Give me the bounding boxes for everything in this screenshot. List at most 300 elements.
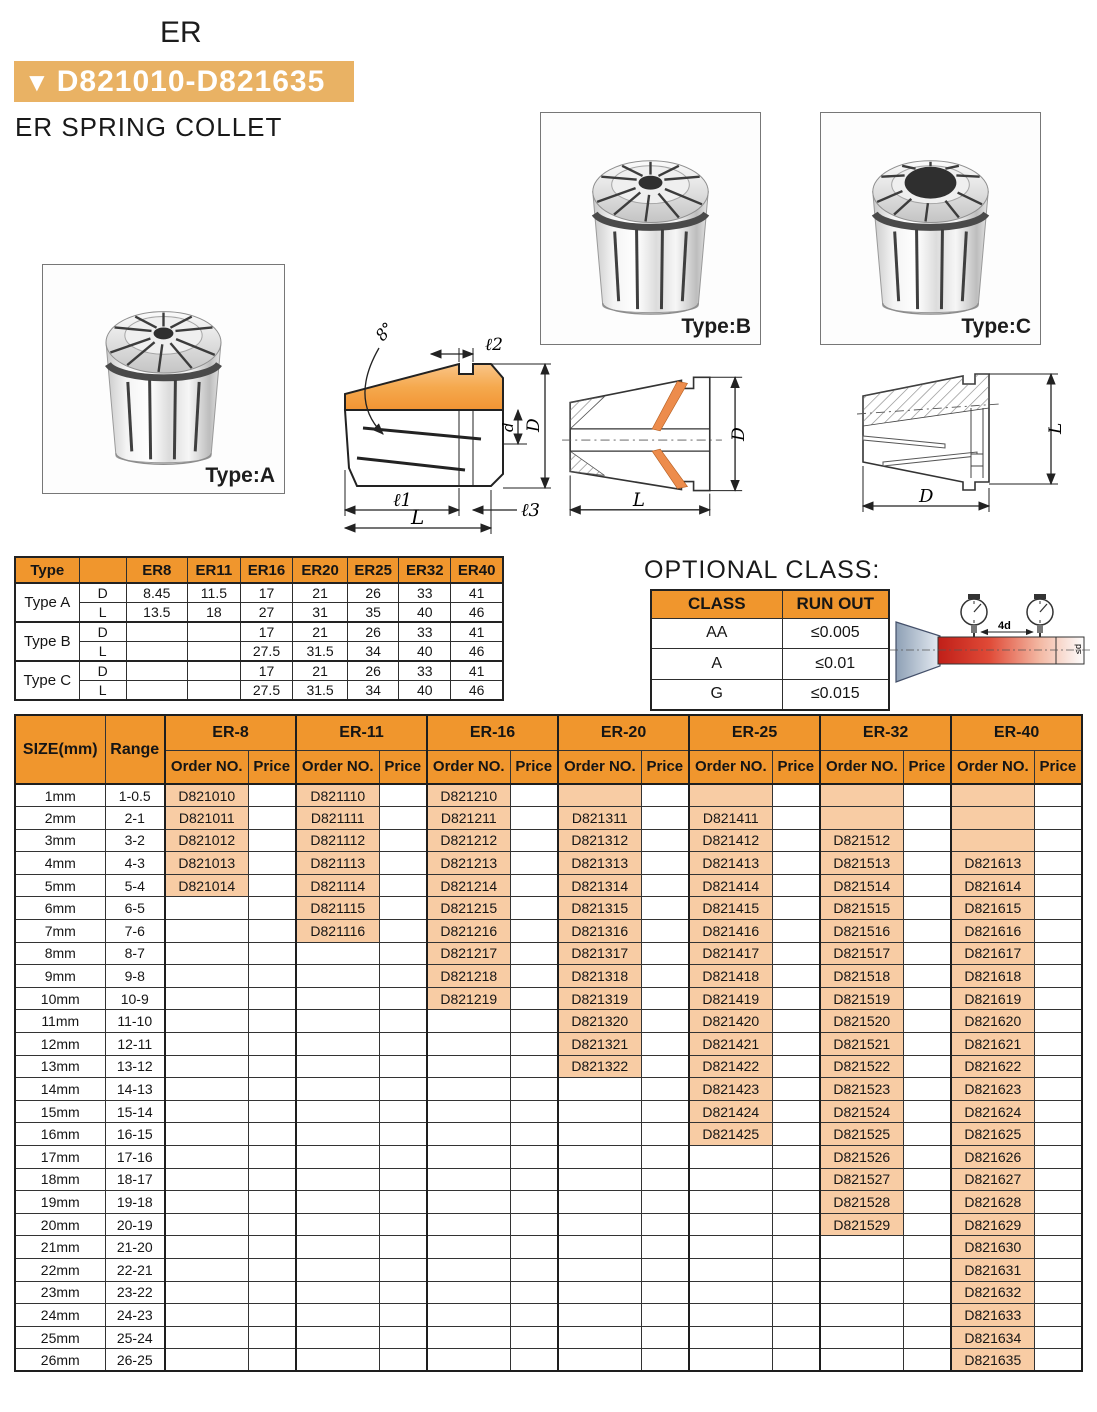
price-cell [641,1304,689,1327]
order-no-cell [296,1191,379,1214]
range-cell: 3-2 [105,829,165,852]
order-no-cell: D821216 [427,920,510,943]
price-cell [641,942,689,965]
order-no-cell: D821421 [689,1033,772,1056]
price-cell [641,1055,689,1078]
order-no-cell: D821516 [820,920,903,943]
order-no-cell [558,1100,641,1123]
order-no-cell: D821624 [951,1100,1034,1123]
price-cell [248,1191,296,1214]
type-c-drawing [853,352,1095,524]
order-table-row [15,1010,1082,1033]
price-cell [379,1168,427,1191]
order-no-cell: D821210 [427,784,510,807]
range-cell: 15-14 [105,1100,165,1123]
order-table-row [15,1100,1082,1123]
price-cell [1034,1236,1082,1259]
spec-value-cell: 41 [451,661,503,681]
order-no-cell [296,1304,379,1327]
price-cell [903,784,951,807]
order-table-row [15,807,1082,830]
range-cell: 18-17 [105,1168,165,1191]
price-cell [510,942,558,965]
range-cell: 26-25 [105,1349,165,1372]
price-cell [1034,874,1082,897]
price-cell [641,1146,689,1169]
price-cell [772,852,820,875]
price-cell [641,1078,689,1101]
spec-row [15,583,503,603]
order-no-cell [427,1281,510,1304]
order-no-cell [427,1326,510,1349]
price-cell [510,897,558,920]
price-cell [379,1146,427,1169]
type-dimension-table [14,556,504,701]
range-cell: 19-18 [105,1191,165,1214]
order-table-row [15,1326,1082,1349]
spec-value-cell: 17 [240,661,292,681]
price-cell [510,1349,558,1372]
spec-value-cell [126,681,187,701]
order-no-cell [427,1078,510,1101]
order-no-cell [820,1236,903,1259]
price-cell [248,1033,296,1056]
order-no-cell [558,1349,641,1372]
order-no-cell [165,987,248,1010]
spec-value-cell: 26 [348,622,399,642]
order-no-cell [427,1349,510,1372]
order-table-row [15,965,1082,988]
order-no-cell: D821628 [951,1191,1034,1214]
price-cell [1034,1258,1082,1281]
price-cell [641,1010,689,1033]
order-no-cell [689,1191,772,1214]
order-no-cell [165,1168,248,1191]
order-no-cell: D821317 [558,942,641,965]
l1-dim-label: ℓ1 [393,490,412,511]
spec-value-cell: 34 [348,642,399,662]
price-cell [772,965,820,988]
dial-indicator-icon [1027,594,1053,637]
order-no-cell: D821517 [820,942,903,965]
type-b-label: Type:B [681,315,751,338]
price-cell [1034,807,1082,830]
spec-value-cell [126,661,187,681]
price-cell [379,1055,427,1078]
range-cell: 17-16 [105,1146,165,1169]
order-no-cell: D821316 [558,920,641,943]
order-no-cell: D821621 [951,1033,1034,1056]
spec-value-cell: 35 [348,603,399,623]
size-cell: 13mm [15,1055,105,1078]
price-cell [1034,1100,1082,1123]
order-number-table [14,714,1083,1372]
spec-row [15,661,503,681]
price-cell [903,987,951,1010]
price-cell [641,1258,689,1281]
spec-row [15,622,503,642]
order-no-cell [165,1236,248,1259]
range-cell: 4-3 [105,852,165,875]
price-cell [772,829,820,852]
order-no-cell: D821412 [689,829,772,852]
price-cell [772,1326,820,1349]
order-no-header: Order NO. [165,750,248,784]
page-title: ER SPRING COLLET [15,112,283,142]
price-cell [379,1123,427,1146]
D-dim-label: D [919,486,934,507]
price-cell [510,784,558,807]
optional-class-row [651,618,889,649]
order-no-cell: D821319 [558,987,641,1010]
price-cell [1034,1033,1082,1056]
order-no-cell: D821424 [689,1100,772,1123]
size-cell: 7mm [15,920,105,943]
price-cell [1034,1191,1082,1214]
price-cell [641,1100,689,1123]
order-no-cell [427,1304,510,1327]
price-cell [903,829,951,852]
order-no-cell [689,784,772,807]
order-no-cell [820,1349,903,1372]
order-no-cell: D821422 [689,1055,772,1078]
range-cell: 10-9 [105,987,165,1010]
spec-value-cell: 17 [240,622,292,642]
price-cell [248,965,296,988]
spec-type-label: Type C [15,661,79,700]
order-table-row [15,1146,1082,1169]
order-table-row [15,1191,1082,1214]
order-no-header: Order NO. [951,750,1034,784]
price-cell [641,1213,689,1236]
order-no-cell: D821212 [427,829,510,852]
price-cell [510,1191,558,1214]
order-table-row [15,1168,1082,1191]
price-header: Price [379,750,427,784]
order-no-cell [689,1349,772,1372]
price-cell [248,1078,296,1101]
order-no-header: Order NO. [427,750,510,784]
order-no-cell: D821622 [951,1055,1034,1078]
class-value-cell: A [651,649,782,680]
order-no-cell [558,1258,641,1281]
L-dim-label: L [411,505,425,529]
spec-value-cell: 8.45 [126,583,187,603]
order-no-cell: D821318 [558,965,641,988]
price-cell [510,1100,558,1123]
d-dim-label: d [499,422,517,432]
type-a-label: Type:A [205,464,275,487]
size-cell: 19mm [15,1191,105,1214]
price-cell [641,897,689,920]
order-no-cell [165,1033,248,1056]
order-no-cell [558,1304,641,1327]
price-cell [903,1010,951,1033]
price-cell [641,874,689,897]
order-no-cell: D821514 [820,874,903,897]
order-no-cell: D821111 [296,807,379,830]
order-no-cell [951,807,1034,830]
order-no-cell [558,1191,641,1214]
price-cell [641,1281,689,1304]
order-no-cell [296,1100,379,1123]
price-cell [379,920,427,943]
order-no-cell: D821515 [820,897,903,920]
price-cell [248,897,296,920]
optional-class-title: OPTIONAL CLASS: [644,556,881,584]
order-no-cell [165,1123,248,1146]
order-no-cell [296,1258,379,1281]
order-no-cell: D821418 [689,965,772,988]
spec-value-cell [187,661,240,681]
price-cell [510,829,558,852]
order-no-header: Order NO. [558,750,641,784]
spec-col-er32: ER32 [399,557,451,583]
size-cell: 14mm [15,1078,105,1101]
price-cell [641,965,689,988]
price-cell [772,987,820,1010]
price-cell [641,1168,689,1191]
price-cell [1034,1281,1082,1304]
price-header: Price [1034,750,1082,784]
test-bar [938,637,1084,664]
price-cell [641,784,689,807]
order-table-row [15,1213,1082,1236]
order-no-cell: D821110 [296,784,379,807]
price-cell [641,1191,689,1214]
price-cell [248,1146,296,1169]
order-table-row [15,987,1082,1010]
price-cell [772,1236,820,1259]
order-no-cell [165,1349,248,1372]
type-b-drawing [558,352,816,524]
order-no-cell [689,1258,772,1281]
order-no-cell: D821617 [951,942,1034,965]
order-no-cell [165,1100,248,1123]
price-cell [1034,1010,1082,1033]
order-no-cell: D821618 [951,965,1034,988]
order-no-cell [427,1191,510,1214]
optional-class-row [651,679,889,710]
er-group-header: ER-40 [951,715,1082,750]
order-no-cell: D821411 [689,807,772,830]
range-cell: 5-4 [105,874,165,897]
photo-type-c [820,112,1041,345]
order-table-row [15,920,1082,943]
order-no-cell: D821423 [689,1078,772,1101]
price-cell [248,1055,296,1078]
order-no-cell [427,1100,510,1123]
order-no-cell: D821527 [820,1168,903,1191]
price-cell [510,1033,558,1056]
price-header: Price [772,750,820,784]
price-cell [641,1123,689,1146]
price-cell [903,1146,951,1169]
spec-value-cell: 46 [451,642,503,662]
price-cell [903,807,951,830]
order-no-cell: D821322 [558,1055,641,1078]
L-dim-label: L [632,489,645,511]
price-cell [772,1010,820,1033]
spec-col-er8: ER8 [126,557,187,583]
price-cell [379,784,427,807]
price-header: Price [641,750,689,784]
spec-header-row [15,557,503,583]
price-cell [903,1349,951,1372]
price-cell [510,1010,558,1033]
spec-value-cell: 41 [451,622,503,642]
spec-row [15,681,503,701]
price-cell [510,1078,558,1101]
order-no-cell: D821634 [951,1326,1034,1349]
order-no-cell: D821627 [951,1168,1034,1191]
price-cell [641,1349,689,1372]
price-cell [248,920,296,943]
size-cell: 18mm [15,1168,105,1191]
order-no-cell [820,784,903,807]
order-no-cell [820,1281,903,1304]
order-no-cell [951,784,1034,807]
price-cell [248,874,296,897]
order-no-cell [296,1010,379,1033]
spec-value-cell: 27.5 [240,681,292,701]
order-no-cell: D821311 [558,807,641,830]
spec-value-cell: 40 [399,681,451,701]
runout-test-figure [888,590,1094,704]
price-cell [772,807,820,830]
order-table-row [15,1055,1082,1078]
order-no-cell: D821613 [951,852,1034,875]
size-cell: 24mm [15,1304,105,1327]
price-cell [510,965,558,988]
er-group-header: ER-32 [820,715,951,750]
order-no-cell: D821619 [951,987,1034,1010]
price-cell [379,1010,427,1033]
order-no-header: Order NO. [296,750,379,784]
price-cell [641,829,689,852]
size-cell: 21mm [15,1236,105,1259]
order-no-cell [689,1236,772,1259]
price-cell [379,1349,427,1372]
spec-value-cell: 21 [293,661,348,681]
order-no-cell: D821632 [951,1281,1034,1304]
order-no-cell: D821524 [820,1100,903,1123]
order-no-cell: D821012 [165,829,248,852]
price-cell [772,1281,820,1304]
er-group-header: ER-16 [427,715,558,750]
spec-col-er16: ER16 [240,557,292,583]
photo-type-b [540,112,761,345]
price-cell [1034,1123,1082,1146]
order-no-cell [427,1010,510,1033]
order-no-header: Order NO. [820,750,903,784]
runout-value-cell: ≤0.015 [782,679,889,710]
price-cell [903,1213,951,1236]
price-cell [248,1213,296,1236]
order-table-row [15,874,1082,897]
order-no-cell [296,1213,379,1236]
order-no-cell [165,1304,248,1327]
price-cell [510,852,558,875]
price-cell [248,829,296,852]
order-no-cell: D821520 [820,1010,903,1033]
order-no-cell [296,1281,379,1304]
range-cell: 20-19 [105,1213,165,1236]
order-table-row [15,1281,1082,1304]
angle-dim-label: 8° [371,318,398,345]
price-cell [903,965,951,988]
order-no-cell [689,1326,772,1349]
order-no-cell: D821414 [689,874,772,897]
price-cell [641,1326,689,1349]
order-no-cell [296,1078,379,1101]
price-cell [1034,829,1082,852]
size-cell: 10mm [15,987,105,1010]
price-cell [379,1326,427,1349]
spec-value-cell: 11.5 [187,583,240,603]
l3-dim-label: ℓ3 [521,500,540,521]
price-cell [903,1326,951,1349]
price-cell [379,852,427,875]
order-no-header: Order NO. [689,750,772,784]
price-cell [379,965,427,988]
order-no-cell [427,1123,510,1146]
order-no-cell [820,807,903,830]
spec-col-type: Type [15,557,79,583]
size-cell: 2mm [15,807,105,830]
price-cell [1034,897,1082,920]
spec-row [15,642,503,662]
order-no-cell: D821314 [558,874,641,897]
range-cell: 16-15 [105,1123,165,1146]
price-cell [379,1078,427,1101]
order-no-cell [165,1281,248,1304]
order-no-cell [296,942,379,965]
order-table-row [15,1033,1082,1056]
range-cell: 7-6 [105,920,165,943]
price-cell [641,1236,689,1259]
price-cell [1034,1304,1082,1327]
spec-col-er11: ER11 [187,557,240,583]
price-cell [379,874,427,897]
size-cell: 20mm [15,1213,105,1236]
price-cell [248,987,296,1010]
size-cell: 15mm [15,1100,105,1123]
order-no-cell: D821320 [558,1010,641,1033]
order-no-cell [951,829,1034,852]
size-column-header: SIZE(mm) [15,715,105,784]
price-cell [641,852,689,875]
order-no-cell: D821217 [427,942,510,965]
order-no-cell: D821116 [296,920,379,943]
order-no-cell [165,942,248,965]
order-no-cell: D821218 [427,965,510,988]
order-no-cell [427,1213,510,1236]
class-value-cell: G [651,679,782,710]
order-no-cell: D821529 [820,1213,903,1236]
price-cell [903,1236,951,1259]
price-cell [903,1033,951,1056]
order-no-cell: D821417 [689,942,772,965]
order-no-cell: D821315 [558,897,641,920]
spec-dim-label: L [79,681,126,701]
price-cell [379,1236,427,1259]
order-no-cell: D821629 [951,1213,1034,1236]
spec-value-cell: 27 [240,603,292,623]
price-cell [641,1033,689,1056]
order-no-cell [296,1349,379,1372]
spec-row [15,603,503,623]
